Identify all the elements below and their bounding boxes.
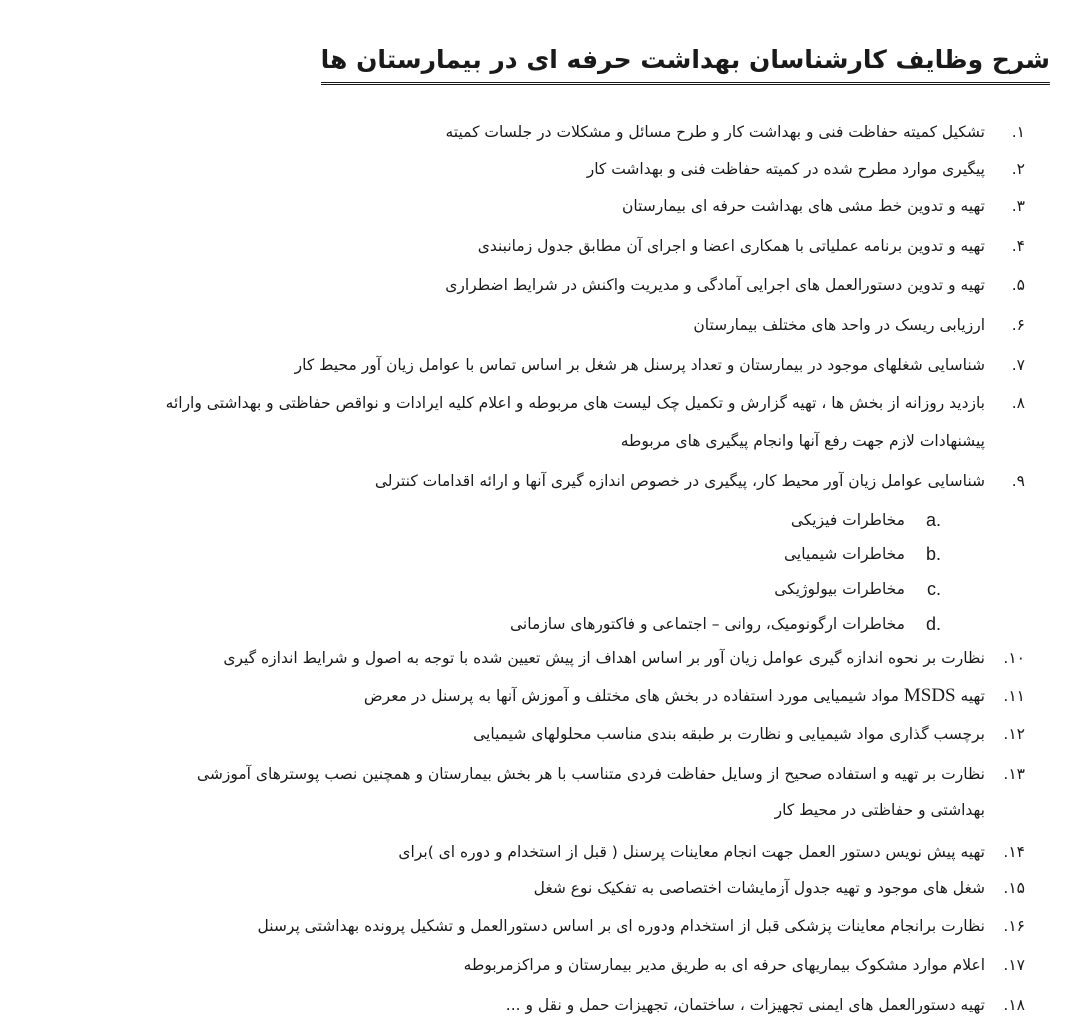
item-number: ۲. <box>1011 160 1025 178</box>
item-text: تهیه پیش نویس دستور العمل جهت انجام معاینات پرسنل ( قبل از استخدام و دوره ای )برای <box>398 843 985 861</box>
sub-item-label: b. <box>925 544 941 564</box>
item-number: ۳. <box>1011 197 1025 215</box>
sub-item-text: مخاطرات شیمیایی <box>783 545 905 563</box>
sub-item-text: مخاطرات ارگونومیک، روانی – اجتماعی و فاکتورهای سازمانی <box>510 615 905 633</box>
item-number: ۸. <box>1011 394 1025 412</box>
item-text: شناسایی عوامل زیان آور محیط کار، پیگیری در خصوص اندازه گیری آنها و ارائه اقدامات کنترلی <box>374 472 985 490</box>
item-number: ۷. <box>1011 356 1025 374</box>
item-number: ۱. <box>1011 123 1025 141</box>
sub-item-label: a. <box>925 510 941 530</box>
item-text-line-2: پیشنهادات لازم جهت رفع آنها وانجام پیگیری های مربوطه <box>620 432 985 450</box>
document-title: شرح وظایف کارشناسان بهداشت حرفه ای در بیمارستان ها <box>321 40 1050 85</box>
item-text-after: مواد شیمیایی مورد استفاده در بخش های مختلف و آموزش آنها به پرسنل در معرض <box>363 687 899 705</box>
sub-item-text: مخاطرات بیولوژیکی <box>774 580 905 598</box>
sub-item-label: c. <box>926 579 941 599</box>
item-number: ۱۱. <box>1003 687 1025 705</box>
item-number: ۶. <box>1011 316 1025 334</box>
item-text: تهیه و تدوین دستورالعمل های اجرایی آمادگی و مدیریت واکنش در شرایط اضطراری <box>445 276 985 294</box>
item-number: ۴. <box>1011 237 1025 255</box>
item-text: نظارت بر نحوه اندازه گیری عوامل زیان آور بر اساس اهداف از پیش تعیین شده با توجه به اصول و شرایط اندازه گیری <box>223 649 985 667</box>
sub-item-label: d. <box>925 614 941 634</box>
item-number: ۱۴. <box>1003 843 1025 861</box>
item-number: ۱۲. <box>1003 725 1025 743</box>
item-text-line-1: نظارت بر تهیه و استفاده صحیح از وسایل حفاظت فردی متناسب با هر بخش بیمارستان و همچنین نصب پوسترهای آموزشی <box>196 765 985 783</box>
item-text: برچسب گذاری مواد شیمیایی و نظارت بر طبقه بندی مناسب محلولهای شیمیایی <box>473 725 985 743</box>
item-text-line-2: بهداشتی و حفاظتی در محیط کار <box>774 801 985 819</box>
item-text <box>364 684 985 708</box>
msds-term: MSDS <box>903 685 956 706</box>
item-number: ۱۵. <box>1003 879 1025 897</box>
item-number: ۵. <box>1011 276 1025 294</box>
item-text: تهیه و تدوین برنامه عملیاتی با همکاری اعضا و اجرای آن مطابق جدول زمانبندی <box>477 237 985 255</box>
item-number: ۱۰. <box>1003 649 1025 667</box>
item-number: ۱۶. <box>1003 917 1025 935</box>
item-number: ۹. <box>1011 472 1025 490</box>
item-text-before: تهیه <box>960 687 985 705</box>
item-text-line-1: بازدید روزانه از بخش ها ، تهیه گزارش و تکمیل چک لیست های مربوطه و اعلام کلیه ایرادات و نواقص حفاظتی و بهداشتی وارائه <box>165 394 985 412</box>
item-text: تشکیل کمیته حفاظت فنی و بهداشت کار و طرح مسائل و مشکلات در جلسات کمیته <box>445 123 985 141</box>
item-text: تهیه دستورالعمل های ایمنی تجهیزات ، ساختمان، تجهیزات حمل و نقل و ... <box>505 996 985 1014</box>
item-text: شغل های موجود و تهیه جدول آزمایشات اختصاصی به تفکیک نوع شغل <box>533 879 985 897</box>
item-text: شناسایی شغلهای موجود در بیمارستان و تعداد پرسنل هر شغل بر اساس تماس با عوامل زیان آور محیط کار <box>294 356 985 374</box>
item-text: اعلام موارد مشکوک بیماریهای حرفه ای به طریق مدیر بیمارستان و مراکزمربوطه <box>463 956 985 974</box>
item-number: ۱۸. <box>1003 996 1025 1014</box>
item-text: تهیه و تدوین خط مشی های بهداشت حرفه ای بیمارستان <box>621 197 985 215</box>
item-text: پیگیری موارد مطرح شده در کمیته حفاظت فنی و بهداشت کار <box>586 160 985 178</box>
item-number: ۱۷. <box>1003 956 1025 974</box>
item-text: نظارت برانجام معاینات پزشکی قبل از استخدام ودوره ای بر اساس دستورالعمل و تشکیل پرونده بهداشتی پرسنل <box>257 917 985 935</box>
item-number: ۱۳. <box>1003 765 1025 783</box>
sub-item-text: مخاطرات فیزیکی <box>790 511 905 529</box>
item-text: ارزیابی ریسک در واحد های مختلف بیمارستان <box>693 316 985 334</box>
